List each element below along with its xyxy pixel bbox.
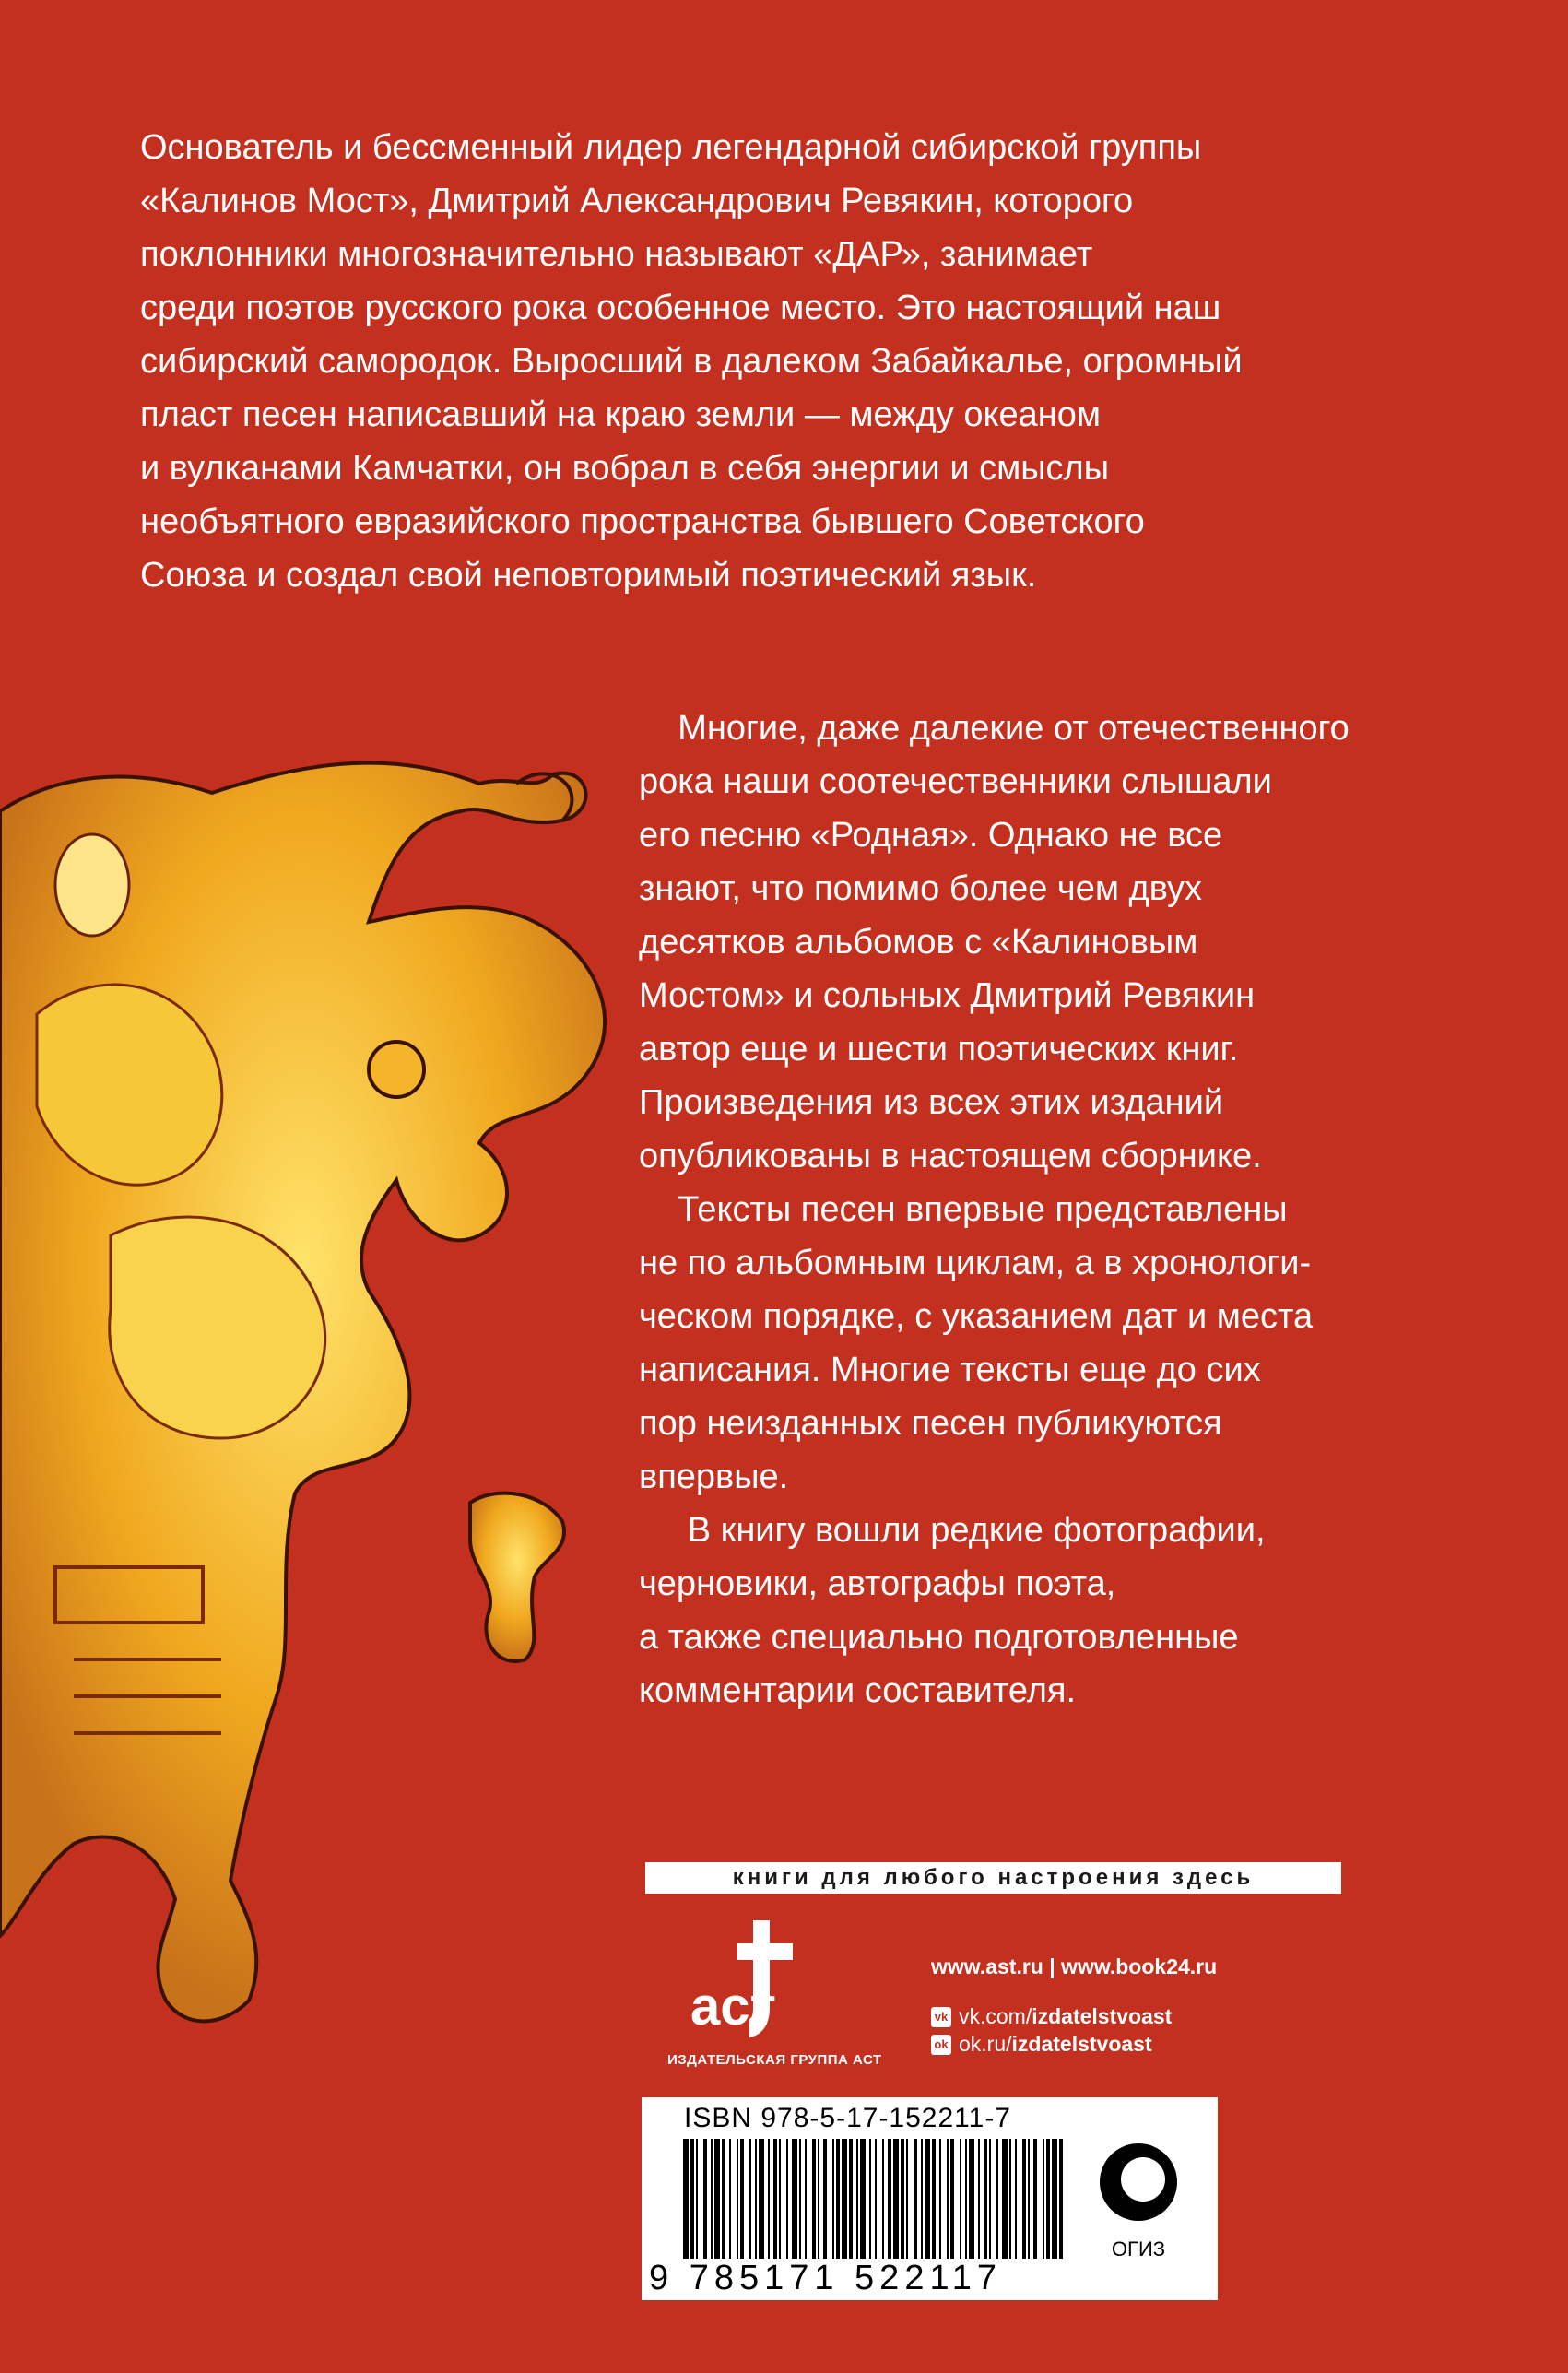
body-line: написания. Многие тексты еще до сих: [639, 1351, 1261, 1389]
barcode-bar: [737, 2139, 738, 2259]
intro-line: Союза и создал свой неповторимый поэтический язык.: [140, 556, 1037, 595]
barcode-bar: [965, 2139, 967, 2259]
barcode-bar: [1002, 2139, 1008, 2259]
body-line: опубликованы в настоящем сборнике.: [639, 1137, 1262, 1175]
barcode-bar: [888, 2139, 891, 2259]
barcode-bar: [740, 2139, 744, 2259]
barcode-bar: [812, 2139, 816, 2259]
body-line: пор неизданных песен публикуются: [639, 1404, 1222, 1443]
barcode-bar: [969, 2139, 974, 2259]
intro-paragraph: [140, 121, 1243, 602]
barcode-bar: [996, 2139, 998, 2259]
intro-line: среди поэтов русского рока особенное место. Это настоящий наш: [140, 289, 1221, 327]
body-line: комментарии составителя.: [639, 1671, 1077, 1710]
barcode-bar: [989, 2139, 991, 2259]
body-line: рока наши соотечественники слышали: [639, 762, 1272, 801]
barcode-bar: [914, 2139, 917, 2259]
barcode-bar: [729, 2139, 731, 2259]
barcode-bar: [932, 2139, 936, 2259]
intro-line: и вулканами Камчатки, он вобрал в себя энергии и смыслы: [140, 449, 1110, 488]
barcode-bar: [1009, 2139, 1011, 2259]
body-line: его песню «Родная». Однако не все: [639, 816, 1223, 855]
barcode-bar: [921, 2139, 923, 2259]
barcode-bar: [906, 2139, 908, 2259]
intro-line: Основатель и бессменный лидер легендарной сибирской группы: [140, 128, 1202, 167]
ogiz-text: ОГИЗ: [1111, 2237, 1166, 2261]
barcode-bar: [1033, 2139, 1037, 2259]
barcode-bar: [1022, 2139, 1026, 2259]
barcode-bar: [939, 2139, 941, 2259]
ok-handle: izdatelstvoast: [1011, 2032, 1152, 2056]
ok-link[interactable]: [931, 2032, 1152, 2057]
barcode-bar: [714, 2139, 720, 2259]
barcode-bar: [978, 2139, 980, 2259]
barcode-bar: [1043, 2139, 1044, 2259]
barcode-bar: [703, 2139, 707, 2259]
barcode-bar: [856, 2139, 858, 2259]
barcode-bar: [984, 2139, 987, 2259]
barcode-bar: [722, 2139, 725, 2259]
barcode-bar: [711, 2139, 713, 2259]
vk-link[interactable]: [931, 2004, 1172, 2029]
isbn-digits: 9 785171 522117: [649, 2259, 1003, 2297]
body-line: знают, что помимо более чем двух: [639, 869, 1203, 908]
barcode-bar: [950, 2139, 954, 2259]
ogiz-logo-icon: [1092, 2131, 1185, 2270]
isbn-label: ISBN 978-5-17-152211-7: [684, 2103, 1011, 2133]
intro-line: пласт песен написавший на краю земли — между океаном: [140, 396, 1102, 434]
intro-line: поклонники многозначительно называют «ДАР», занимает: [140, 235, 1093, 274]
body-line: Тексты песен впервые представлены: [639, 1190, 1288, 1229]
barcode-bar: [1052, 2139, 1057, 2259]
barcode-bar: [901, 2139, 904, 2259]
vk-handle: izdatelstvoast: [1032, 2004, 1173, 2028]
barcode-bar: [875, 2139, 877, 2259]
barcode-bar: [749, 2139, 751, 2259]
barcode-bar: [1015, 2139, 1017, 2259]
ast-logo-text: аст: [690, 1977, 776, 2037]
intro-line: сибирский самородок. Выросший в далеком Забайкалье, огромный: [140, 342, 1243, 381]
ok-prefix: ok.ru/: [959, 2032, 1012, 2056]
barcode-bar: [947, 2139, 949, 2259]
barcode-bar: [799, 2139, 801, 2259]
body-line: автор еще и шести поэтических книг.: [639, 1030, 1239, 1068]
barcode-bar: [842, 2139, 847, 2259]
body-line: ческом порядке, с указанием дат и места: [639, 1297, 1314, 1336]
barcode-bar: [773, 2139, 777, 2259]
body-line: впервые.: [639, 1458, 789, 1496]
intro-line: «Калинов Мост», Дмитрий Александрович Ревякин, которого: [140, 182, 1134, 220]
body-line: а также специально подготовленные: [639, 1618, 1239, 1657]
barcode-bar: [755, 2139, 757, 2259]
barcode-bar: [1059, 2139, 1063, 2259]
ast-logo-icon: [687, 1916, 802, 2040]
barcode-bar: [869, 2139, 871, 2259]
barcode-bar: [768, 2139, 770, 2259]
barcode-bar: [925, 2139, 930, 2259]
barcode-bar: [836, 2139, 840, 2259]
barcode-bar: [849, 2139, 853, 2259]
body-line: не по альбомным циклам, а в хронологи-: [639, 1244, 1312, 1282]
barcode-bar: [832, 2139, 834, 2259]
barcode-bar: [893, 2139, 899, 2259]
barcode-bar: [805, 2139, 807, 2259]
body-line: Произведения из всех этих изданий: [639, 1083, 1224, 1122]
ok-icon: ok: [931, 2035, 951, 2055]
barcode-bar: [860, 2139, 866, 2259]
vk-icon: vk: [931, 2007, 951, 2027]
barcode-bar: [1028, 2139, 1030, 2259]
publisher-name: ИЗДАТЕЛЬСКАЯ ГРУППА АСТ: [667, 2052, 882, 2068]
barcode-bar: [696, 2139, 698, 2259]
barcode: [679, 2139, 1067, 2259]
body-paragraph: [639, 702, 1350, 1718]
body-line: В книгу вошли редкие фотографии,: [639, 1511, 1266, 1550]
body-line: Многие, даже далекие от отечественного: [639, 709, 1350, 748]
body-line: Мостом» и сольных Дмитрий Ревякин: [639, 976, 1256, 1015]
publisher-sites[interactable]: www.ast.ru | www.book24.ru: [931, 1954, 1218, 1978]
barcode-bar: [690, 2139, 694, 2259]
barcode-bar: [792, 2139, 797, 2259]
barcode-bar: [1046, 2139, 1050, 2259]
barcode-bar: [818, 2139, 819, 2259]
barcode-bar: [823, 2139, 827, 2259]
body-line: десятков альбомов с «Калиновым: [639, 923, 1198, 962]
tagline-bar: книги для любого настроения здесь: [645, 1862, 1341, 1894]
barcode-bar: [779, 2139, 781, 2259]
vk-prefix: vk.com/: [959, 2004, 1032, 2028]
body-line: черновики, автографы поэта,: [639, 1564, 1116, 1603]
intro-line: необъятного евразийского пространства бывшего Советского: [140, 502, 1145, 541]
barcode-bar: [960, 2139, 961, 2259]
barcode-bar: [759, 2139, 764, 2259]
barcode-bar: [882, 2139, 884, 2259]
barcode-bar: [683, 2139, 689, 2259]
barcode-bar: [786, 2139, 788, 2259]
